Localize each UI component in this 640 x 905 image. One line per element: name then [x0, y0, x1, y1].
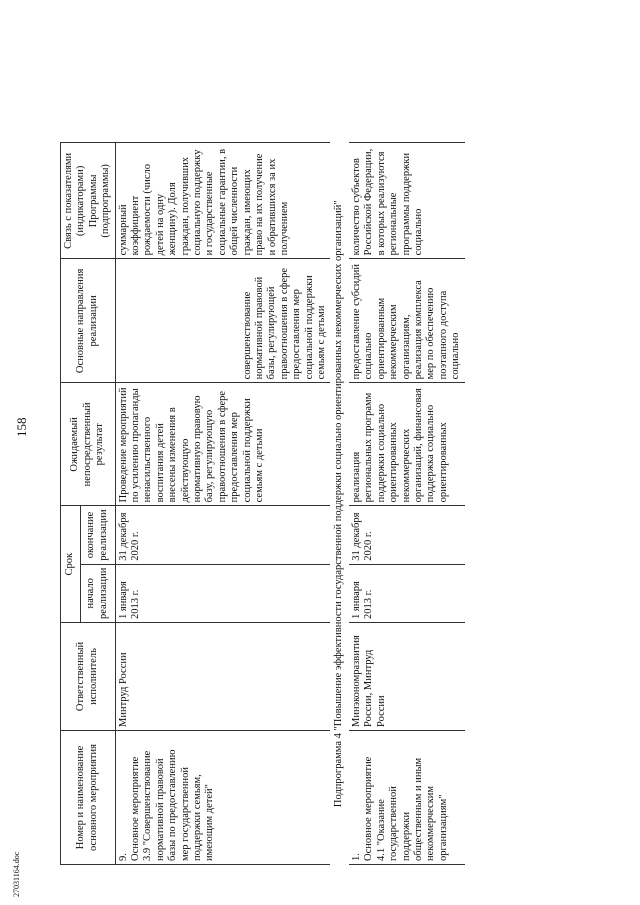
row-number: 1. [350, 853, 362, 861]
subprogram-row [330, 143, 348, 865]
executor-cell: Минтруд России [115, 623, 330, 731]
measure-name: Основное мероприятие 3.9 "Совершенствование нормативной правовой базы по предоставлению мер государственной поддержки семьям, имеющим детей" [130, 749, 216, 861]
measure-cell [349, 731, 465, 865]
header-link: Связь с показателями (индикаторами) Программы (подпрограммы) [61, 143, 116, 259]
header-measure: Номер и наименование основного мероприятия [61, 731, 116, 865]
start-cell: 1 января 2013 г. [349, 564, 465, 622]
header-start: начало реализации [81, 564, 116, 622]
directions-cell: предоставление субсидий социально ориентированным некоммерческим организациям, реализация комплекса мер по обеспечению поэтапного доступа социально [349, 259, 465, 383]
row-number: 9. [117, 853, 129, 861]
table-row-4-1 [349, 143, 465, 865]
header-end: окончание реализации [81, 506, 116, 564]
header-executor: Ответственный исполнитель [61, 623, 116, 731]
result-cell: реализация региональных программ поддержки социально ориентированных некоммерческих организаций, финансовая поддержка социально ориентированных [349, 383, 465, 506]
document-code: 27031164.doc [12, 851, 21, 897]
directions-cell [115, 259, 330, 383]
measure-cell [115, 731, 330, 865]
page-number: 158 [14, 417, 29, 437]
link-cell: суммарный коэффициент рождаемости (число детей на одну женщину). Доля граждан, получивших социальную поддержку и государственные социальные гарантии, в общей численности граждан, имеющих право на их получение и обратившихся за их получением [115, 143, 330, 259]
end-cell: 31 декабря 2020 г. [349, 506, 465, 564]
link-cell: количество субъектов Российской Федерации, в которых реализуются региональные программы поддержки социально [349, 143, 465, 259]
measures-table [60, 142, 465, 865]
subprogram-title: Подпрограмма 4 "Повышение эффективности государственной поддержки социально ориентированных некоммерческих организаций" [333, 200, 345, 808]
directions-text: совершенствование нормативной правовой базы, регулирующей правоотношения в сфере предоставления мер социальной поддержки семьям с детьми [241, 267, 328, 380]
result-text: внесены изменения в действующую нормативную правовую базу, регулирующую правоотношения в сфере предоставления мер социальной поддержки семьям с детьми [167, 390, 266, 503]
header-term: Срок [61, 506, 81, 623]
executor-cell: Минэкономразвития России, Минтруд России [349, 623, 465, 731]
previous-row-continuation: Проведение мероприятий по усилению пропаганды ненасильственного воспитания детей [117, 387, 166, 503]
result-cell [115, 383, 330, 506]
start-cell: 1 января 2013 г. [115, 564, 330, 622]
measure-name: Основное мероприятие 4.1 "Оказание государственной поддержки общественным и иным некоммерческим организациям" [363, 756, 449, 861]
table-row-9 [115, 143, 330, 865]
header-result: Ожидаемый непосредственный результат [61, 383, 116, 506]
header-directions: Основные направления реализации [61, 259, 116, 383]
end-cell: 31 декабря 2020 г. [115, 506, 330, 564]
